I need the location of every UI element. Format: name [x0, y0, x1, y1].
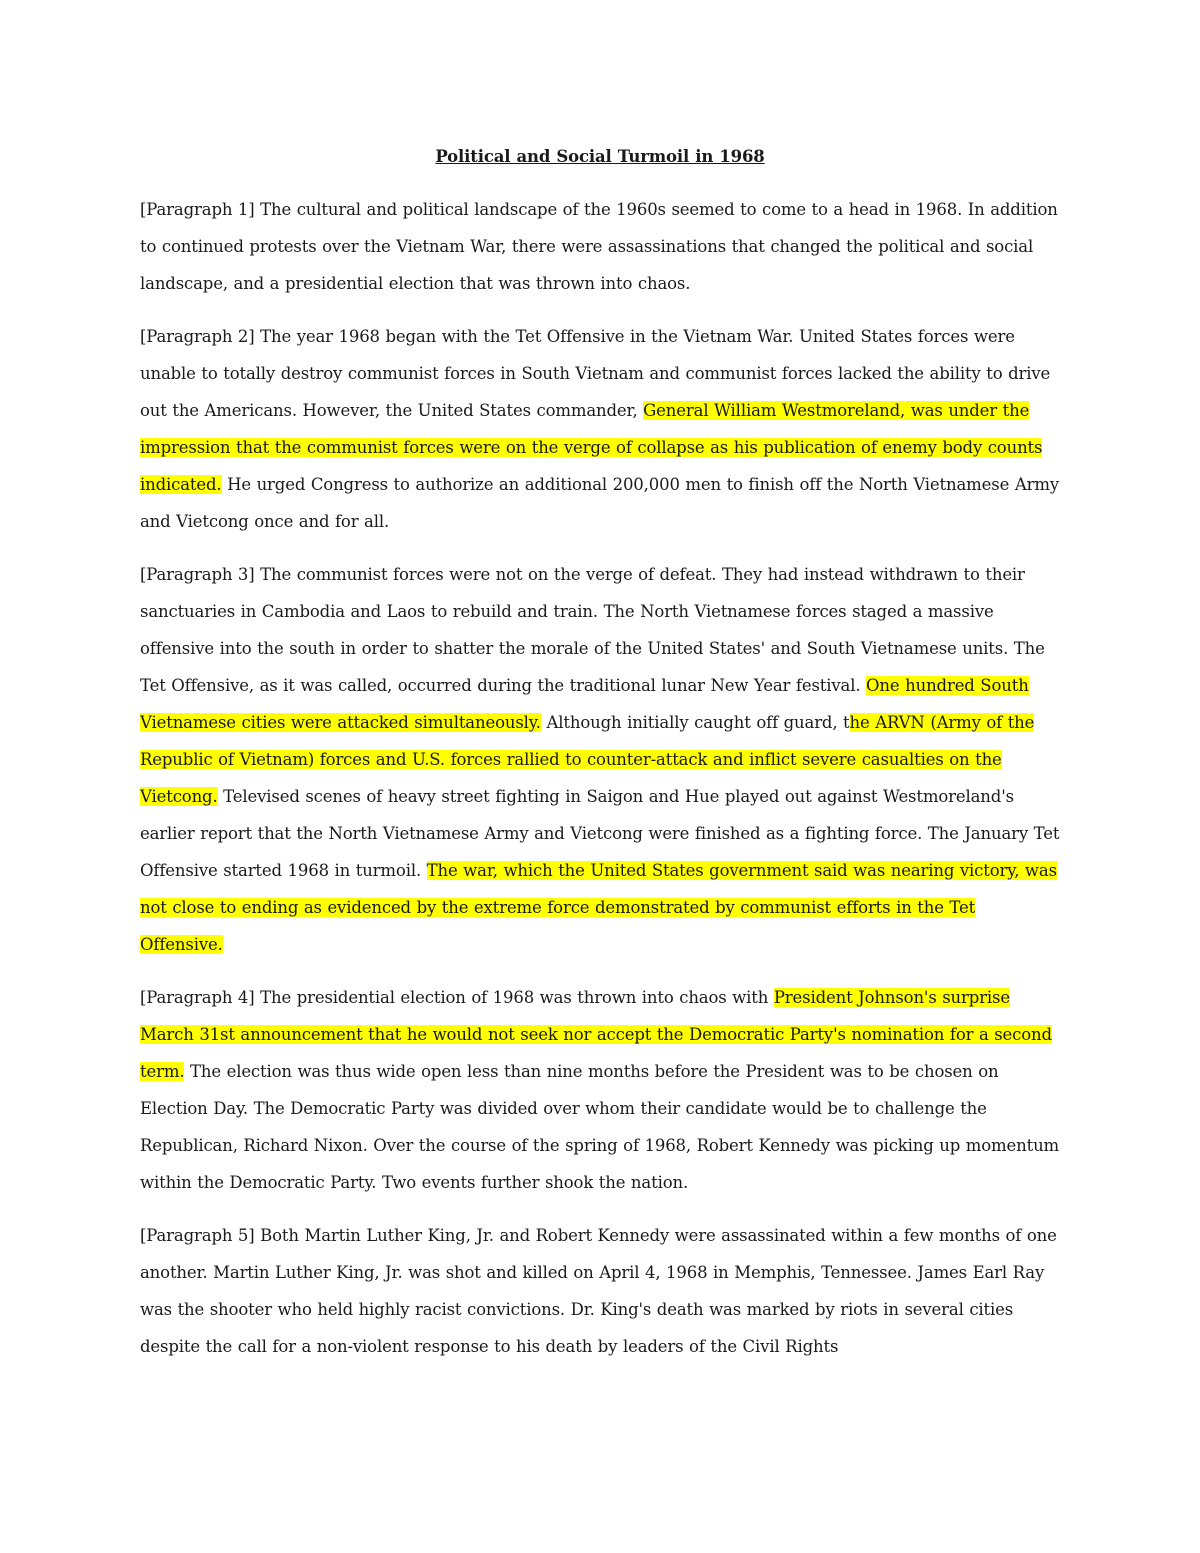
- document-body: [140, 138, 1060, 1381]
- paragraph-1: [140, 191, 1060, 302]
- highlighted-text: The war, which the United States government said was nearing victory, was not close to ending as evidenced by the extreme force demonstrated by communist efforts in the Tet Offensive.: [140, 861, 1057, 954]
- paragraph-3: [140, 556, 1060, 963]
- text-segment: Televised scenes of heavy street fighting in Saigon and Hue played out against Westmoreland's earlier report that the North Vietnamese Army and Vietcong were finished as a fighting force. The January Tet Offensive started 1968 in turmoil.: [140, 787, 1060, 880]
- text-segment: He urged Congress to authorize an additional 200,000 men to finish off the North Vietnamese Army and Vietcong once and for all.: [140, 475, 1059, 531]
- text-segment: [Paragraph 5] Both Martin Luther King, Jr. and Robert Kennedy were assassinated within a few months of one another. Martin Luther King, Jr. was shot and killed on April 4, 1968 in Memphis, Tennessee. James Earl Ray was the shooter who held highly racist convictions. Dr. King's death was marked by riots in several cities despite the call for a non-violent response to his death by leaders of the Civil Rights: [140, 1226, 1057, 1356]
- text-segment: Although initially caught off guard, t: [540, 713, 850, 732]
- text-segment: [Paragraph 3] The communist forces were not on the verge of defeat. They had instead withdrawn to their sanctuaries in Cambodia and Laos to rebuild and train. The North Vietnamese forces staged a massive offensive into the south in order to shatter the morale of the United States' and South Vietnamese units. The Tet Offensive, as it was called, occurred during the traditional lunar New Year festival.: [140, 565, 1045, 695]
- text-segment: [Paragraph 4] The presidential election of 1968 was thrown into chaos with: [140, 988, 774, 1007]
- highlighted-text: President Johnson's surprise March 31st announcement that he would not seek nor accept the Democratic Party's nomination for a second term.: [140, 988, 1052, 1081]
- highlighted-text: he ARVN (Army of the Republic of Vietnam) forces and U.S. forces rallied to counter-attack and inflict severe casualties on the Vietcong.: [140, 713, 1035, 806]
- paragraph-4: [140, 979, 1060, 1201]
- text-segment: The election was thus wide open less than nine months before the President was to be chosen on Election Day. The Democratic Party was divided over whom their candidate would be to challenge the Republican, Richard Nixon. Over the course of the spring of 1968, Robert Kennedy was picking up momentum within the Democratic Party. Two events further shook the nation.: [140, 1062, 1060, 1192]
- highlighted-text: One hundred South Vietnamese cities were attacked simultaneously.: [140, 676, 1029, 732]
- text-segment: [Paragraph 2] The year 1968 began with the Tet Offensive in the Vietnam War. United States forces were unable to totally destroy communist forces in South Vietnam and communist forces lacked the ability to drive out the Americans. However, the United States commander,: [140, 327, 1051, 420]
- paragraph-5: [140, 1217, 1060, 1365]
- document-title: Political and Social Turmoil in 1968: [435, 147, 765, 166]
- paragraph-2: [140, 318, 1060, 540]
- text-segment: [Paragraph 1] The cultural and political landscape of the 1960s seemed to come to a head in 1968. In addition to continued protests over the Vietnam War, there were assassinations that changed the political and social landscape, and a presidential election that was thrown into chaos.: [140, 200, 1058, 293]
- highlighted-text: General William Westmoreland, was under the impression that the communist forces were on the verge of collapse as his publication of enemy body counts indicated.: [140, 401, 1043, 494]
